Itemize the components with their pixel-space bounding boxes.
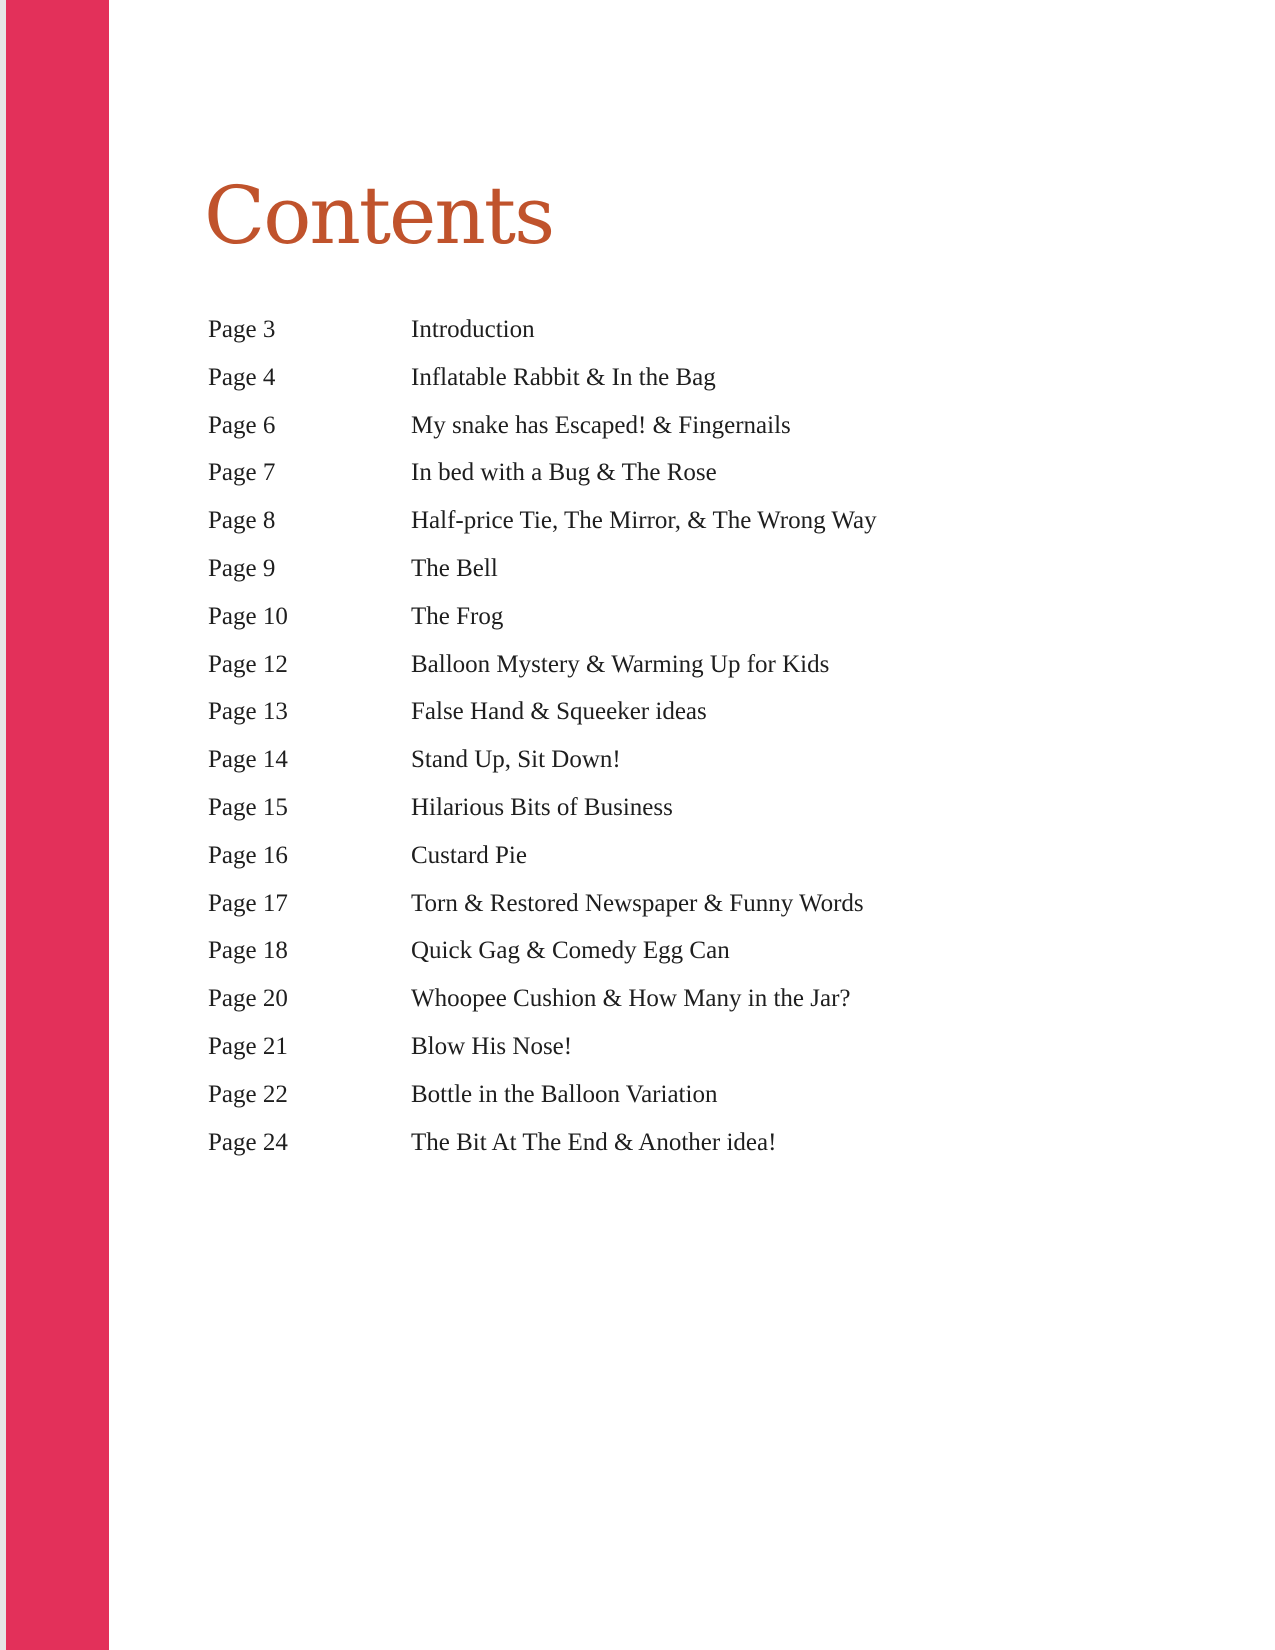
table-of-contents xyxy=(208,316,877,1176)
toc-entry[interactable] xyxy=(208,364,877,412)
page-title: Contents xyxy=(204,169,554,262)
toc-entry-title: The Frog xyxy=(411,602,504,630)
toc-page-number: Page 21 xyxy=(208,1032,288,1060)
toc-entry-title: Whoopee Cushion & How Many in the Jar? xyxy=(411,985,851,1013)
toc-entry-title: False Hand & Squeeker ideas xyxy=(411,698,707,726)
toc-entry-title: Introduction xyxy=(411,316,535,343)
toc-page-number: Page 4 xyxy=(208,363,276,391)
toc-page-number: Page 7 xyxy=(208,459,276,487)
toc-entry[interactable] xyxy=(208,603,877,651)
toc-page-number: Page 3 xyxy=(208,316,276,343)
toc-entry-title: Hilarious Bits of Business xyxy=(411,793,673,821)
toc-entry-title: Blow His Nose! xyxy=(411,1032,573,1060)
toc-entry-title: Stand Up, Sit Down! xyxy=(411,746,621,774)
toc-entry-title: Half-price Tie, The Mirror, & The Wrong Way xyxy=(411,507,877,535)
toc-entry[interactable] xyxy=(208,412,877,460)
toc-entry-title: The Bell xyxy=(411,554,498,582)
toc-entry[interactable] xyxy=(208,1129,877,1177)
toc-entry[interactable] xyxy=(208,459,877,507)
toc-entry[interactable] xyxy=(208,985,877,1033)
toc-page-number: Page 15 xyxy=(208,793,288,821)
toc-entry[interactable] xyxy=(208,316,877,364)
toc-page-number: Page 20 xyxy=(208,985,288,1013)
toc-page-number: Page 16 xyxy=(208,841,288,869)
toc-page-number: Page 24 xyxy=(208,1128,288,1156)
toc-entry[interactable] xyxy=(208,794,877,842)
toc-entry[interactable] xyxy=(208,890,877,938)
toc-entry[interactable] xyxy=(208,1033,877,1081)
toc-entry-title: My snake has Escaped! & Fingernails xyxy=(411,411,791,439)
toc-entry-title: Quick Gag & Comedy Egg Can xyxy=(411,937,730,965)
toc-entry-title: Balloon Mystery & Warming Up for Kids xyxy=(411,650,830,678)
toc-entry-title: Torn & Restored Newspaper & Funny Words xyxy=(411,889,864,917)
toc-page-number: Page 12 xyxy=(208,650,288,678)
toc-entry-title: The Bit At The End & Another idea! xyxy=(411,1128,777,1156)
toc-entry[interactable] xyxy=(208,746,877,794)
toc-entry[interactable] xyxy=(208,698,877,746)
toc-entry[interactable] xyxy=(208,1081,877,1129)
toc-entry-title: In bed with a Bug & The Rose xyxy=(411,459,717,487)
toc-entry[interactable] xyxy=(208,937,877,985)
toc-page-number: Page 8 xyxy=(208,507,276,535)
toc-page-number: Page 22 xyxy=(208,1080,288,1108)
toc-page-number: Page 17 xyxy=(208,889,288,917)
toc-entry-title: Custard Pie xyxy=(411,841,527,869)
toc-entry[interactable] xyxy=(208,507,877,555)
toc-entry[interactable] xyxy=(208,555,877,603)
toc-entry[interactable] xyxy=(208,842,877,890)
toc-page-number: Page 6 xyxy=(208,411,276,439)
toc-page-number: Page 10 xyxy=(208,602,288,630)
toc-page-number: Page 9 xyxy=(208,554,276,582)
toc-entry[interactable] xyxy=(208,651,877,699)
decorative-side-band xyxy=(6,0,109,1650)
toc-page-number: Page 18 xyxy=(208,937,288,965)
toc-page-number: Page 13 xyxy=(208,698,288,726)
toc-page-number: Page 14 xyxy=(208,746,288,774)
toc-entry-title: Inflatable Rabbit & In the Bag xyxy=(411,363,716,391)
toc-entry-title: Bottle in the Balloon Variation xyxy=(411,1080,718,1108)
